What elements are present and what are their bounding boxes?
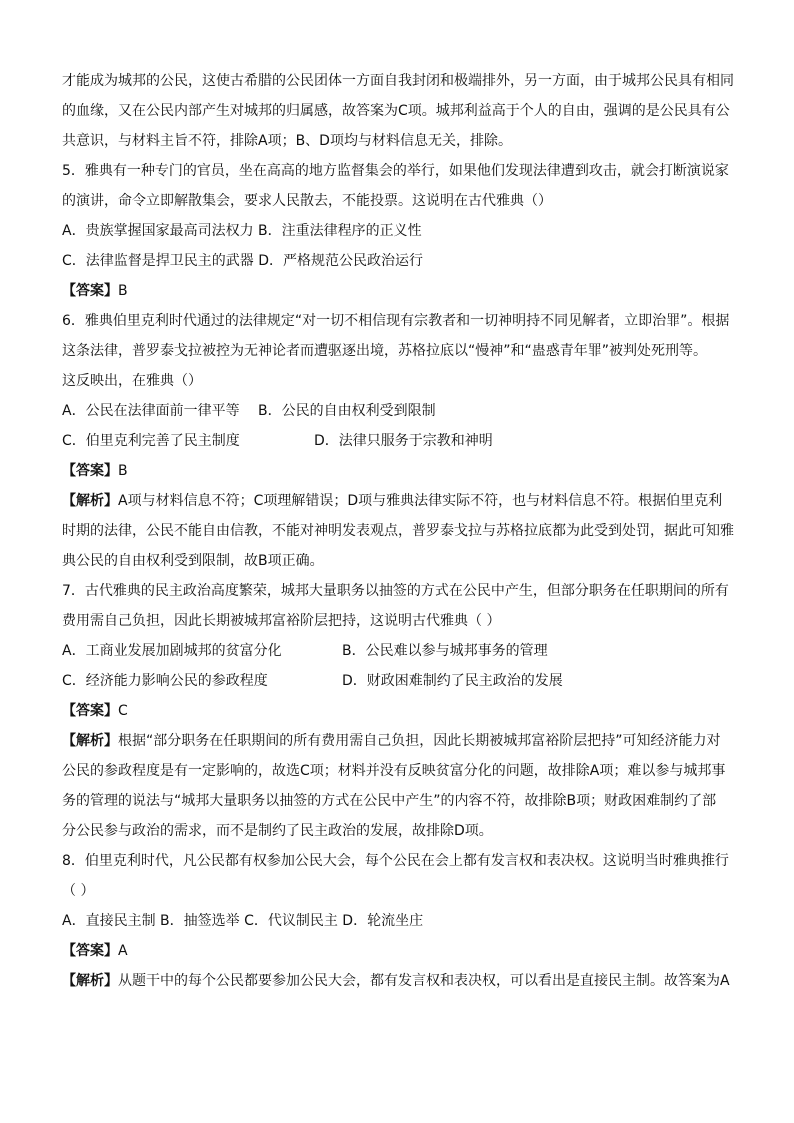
question-stem-line: 5．雅典有一种专门的官员，坐在高高的地方监督集会的举行，如果他们发现法律遭到攻击，就会打断演说家 bbox=[62, 163, 729, 179]
question-stem-line: （ ） bbox=[62, 883, 95, 899]
text-line: 共意识，与材料主旨不符，排除A项；B、D项均与材料信息无关，排除。 bbox=[62, 133, 512, 149]
options-row bbox=[62, 426, 738, 456]
options-row bbox=[62, 636, 738, 666]
analysis-text: 根据“部分职务在任职期间的所有费用需自己负担，因此长期被城邦富裕阶层把持”可知经济能力对 bbox=[118, 733, 721, 749]
analysis-line: 公民的参政程度是有一定影响的，故选C项；材料并没有反映贫富分化的问题，故排除A项；难以参与城邦事 bbox=[62, 763, 726, 779]
question-5 bbox=[62, 156, 738, 306]
analysis-line bbox=[62, 486, 738, 516]
answer-tag: 【答案】 bbox=[62, 463, 118, 479]
analysis-tag: 【解析】 bbox=[62, 493, 118, 509]
analysis-tag: 【解析】 bbox=[62, 973, 118, 989]
option-c: C．伯里克利完善了民主制度 bbox=[62, 433, 240, 449]
option-a: A．工商业发展加剧城邦的贫富分化 bbox=[62, 643, 282, 659]
question-7 bbox=[62, 576, 738, 846]
options-line: A．直接民主制 B．抽签选举 C．代议制民主 D．轮流坐庄 bbox=[62, 913, 424, 929]
answer-value: C bbox=[118, 703, 128, 719]
answer-value: B bbox=[118, 283, 128, 299]
text-line: 才能成为城邦的公民，这使古希腊的公民团体一方面自我封闭和极端排外，另一方面，由于城邦公民具有相同 bbox=[62, 73, 734, 89]
option-b: B．公民难以参与城邦事务的管理 bbox=[342, 643, 548, 659]
analysis-line: 务的管理的说法与“城邦大量职务以抽签的方式在公民中产生”的内容不符，故排除B项；财政困难制约了部 bbox=[62, 793, 717, 809]
option-a: A．公民在法律面前一律平等 bbox=[62, 403, 240, 419]
question-stem-line: 的演讲，命令立即解散集会，要求人民散去，不能投票。这说明在古代雅典（） bbox=[62, 193, 552, 209]
previous-analysis-continuation bbox=[62, 66, 738, 156]
answer-tag: 【答案】 bbox=[62, 703, 118, 719]
question-stem-line: 这条法律，普罗泰戈拉被控为无神论者而遭驱逐出境，苏格拉底以“慢神”和“蛊惑青年罪”被判处死刑等。 bbox=[62, 343, 708, 359]
question-stem-line: 7．古代雅典的民主政治高度繁荣，城邦大量职务以抽签的方式在公民中产生，但部分职务在任职期间的所有 bbox=[62, 583, 729, 599]
answer-line bbox=[62, 456, 738, 486]
question-stem-line: 8．伯里克利时代，凡公民都有权参加公民大会，每个公民在会上都有发言权和表决权。这说明当时雅典推行 bbox=[62, 853, 729, 869]
analysis-text: 从题干中的每个公民都要参加公民大会，都有发言权和表决权，可以看出是直接民主制。故答案为A bbox=[118, 973, 730, 989]
option-c: C．经济能力影响公民的参政程度 bbox=[62, 673, 268, 689]
question-stem-line: 这反映出，在雅典（） bbox=[62, 373, 202, 389]
options-line: A．贵族掌握国家最高司法权力 B．注重法律程序的正义性 bbox=[62, 223, 422, 239]
options-row bbox=[62, 666, 738, 696]
question-stem-line: 6．雅典伯里克利时代通过的法律规定“对一切不相信现有宗教者和一切神明持不同见解者，立即治罪”。根据 bbox=[62, 313, 730, 329]
answer-value: B bbox=[118, 463, 128, 479]
analysis-line bbox=[62, 726, 738, 756]
analysis-line bbox=[62, 966, 738, 996]
analysis-tag: 【解析】 bbox=[62, 733, 118, 749]
answer-line bbox=[62, 276, 738, 306]
answer-tag: 【答案】 bbox=[62, 943, 118, 959]
analysis-line: 分公民参与政治的需求，而不是制约了民主政治的发展，故排除D项。 bbox=[62, 823, 493, 839]
analysis-line: 时期的法律，公民不能自由信教，不能对神明发表观点，普罗泰戈拉与苏格拉底都为此受到处罚，据此可知雅 bbox=[62, 523, 734, 539]
options-line: C．法律监督是捍卫民主的武器 D．严格规范公民政治运行 bbox=[62, 253, 424, 269]
question-8 bbox=[62, 846, 738, 996]
answer-line bbox=[62, 696, 738, 726]
answer-value: A bbox=[118, 943, 128, 959]
answer-line bbox=[62, 936, 738, 966]
document-page bbox=[62, 66, 738, 996]
analysis-line: 典公民的自由权利受到限制，故B项正确。 bbox=[62, 553, 324, 569]
text-line: 的血缘，又在公民内部产生对城邦的归属感，故答案为C项。城邦利益高于个人的自由，强调的是公民具有公 bbox=[62, 103, 730, 119]
options-row bbox=[62, 396, 738, 426]
analysis-text: A项与材料信息不符；C项理解错误；D项与雅典法律实际不符，也与材料信息不符。根据伯里克利 bbox=[118, 493, 723, 509]
option-b: B．公民的自由权利受到限制 bbox=[258, 403, 436, 419]
question-6 bbox=[62, 306, 738, 576]
answer-tag: 【答案】 bbox=[62, 283, 118, 299]
option-d: D．法律只服务于宗教和神明 bbox=[314, 433, 493, 449]
question-stem-line: 费用需自己负担，因此长期被城邦富裕阶层把持，这说明古代雅典（ ） bbox=[62, 613, 501, 629]
option-d: D．财政困难制约了民主政治的发展 bbox=[342, 673, 563, 689]
